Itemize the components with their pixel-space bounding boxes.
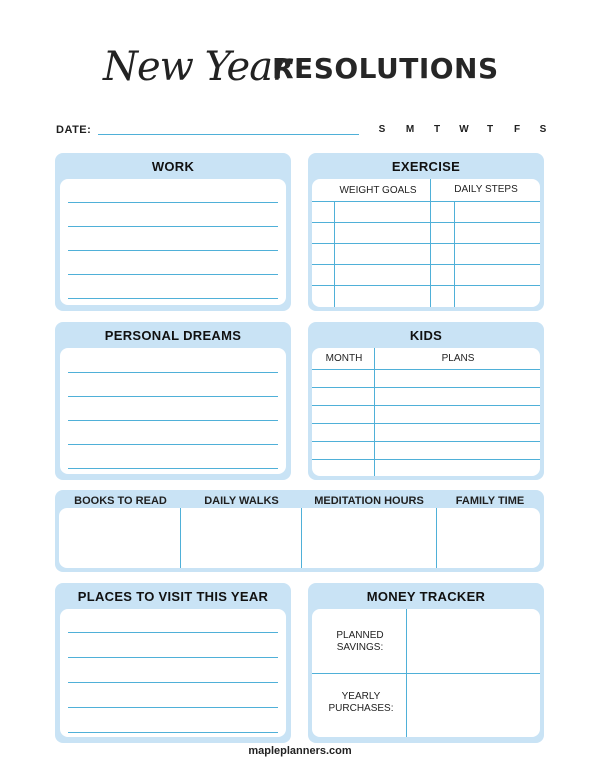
work-lines-area[interactable] xyxy=(60,179,286,305)
title-caps: RESOLUTIONS xyxy=(272,52,499,85)
personal-dreams-line xyxy=(68,396,278,397)
work-card xyxy=(55,153,291,311)
kids-title: KIDS xyxy=(409,328,443,343)
weekday-sunday[interactable]: S xyxy=(378,124,386,135)
places-line xyxy=(68,657,278,658)
kids-table[interactable] xyxy=(312,348,540,476)
exercise-divider xyxy=(454,201,455,307)
weekday-saturday[interactable]: S xyxy=(539,124,547,135)
places-card xyxy=(55,583,291,743)
personal-dreams-card xyxy=(55,322,291,480)
kids-row-line xyxy=(312,387,540,388)
habits-divider xyxy=(180,508,181,568)
kids-row-line xyxy=(312,405,540,406)
exercise-card xyxy=(308,153,544,311)
kids-row-line xyxy=(312,423,540,424)
work-title: WORK xyxy=(151,159,195,174)
places-title: PLACES TO VISIT THIS YEAR xyxy=(77,589,269,604)
work-line xyxy=(68,202,278,203)
daily-walks-header: DAILY WALKS xyxy=(204,495,279,507)
work-line xyxy=(68,250,278,251)
places-line xyxy=(68,707,278,708)
exercise-title: EXERCISE xyxy=(391,159,461,174)
plans-header: PLANS xyxy=(441,353,475,364)
personal-dreams-line xyxy=(68,444,278,445)
month-header: MONTH xyxy=(325,353,363,364)
personal-dreams-title: PERSONAL DREAMS xyxy=(104,328,242,343)
kids-row-line xyxy=(312,441,540,442)
family-time-header: FAMILY TIME xyxy=(455,495,525,507)
habits-divider xyxy=(301,508,302,568)
date-write-line[interactable] xyxy=(98,134,359,135)
kids-row-line xyxy=(312,459,540,460)
title-script: New Year xyxy=(103,44,291,90)
kids-card xyxy=(308,322,544,480)
weekday-friday[interactable]: F xyxy=(513,124,521,135)
weight-goals-header: WEIGHT GOALS xyxy=(339,185,417,196)
weekday-monday[interactable]: M xyxy=(405,124,415,135)
money-tracker-title: MONEY TRACKER xyxy=(366,589,486,604)
exercise-row-line xyxy=(312,222,540,223)
weekday-wednesday[interactable]: W xyxy=(459,124,469,135)
kids-row-line xyxy=(312,369,540,370)
date-label: DATE: xyxy=(56,124,92,136)
personal-dreams-lines-area[interactable] xyxy=(60,348,286,474)
weekday-tuesday[interactable]: T xyxy=(433,124,441,135)
footer-site: mapleplanners.com xyxy=(248,745,352,757)
meditation-hours-header: MEDITATION HOURS xyxy=(314,495,424,507)
money-row-line xyxy=(312,673,540,674)
page-header xyxy=(0,38,600,98)
daily-steps-header: DAILY STEPS xyxy=(454,184,518,195)
places-line xyxy=(68,732,278,733)
personal-dreams-line xyxy=(68,372,278,373)
work-line xyxy=(68,226,278,227)
money-tracker-table[interactable] xyxy=(312,609,540,737)
kids-divider xyxy=(374,348,375,476)
yearly-purchases-label: YEARLY PURCHASES: xyxy=(328,691,394,714)
books-to-read-header: BOOKS TO READ xyxy=(74,495,167,507)
habits-divider xyxy=(436,508,437,568)
planned-savings-label: PLANNED SAVINGS: xyxy=(336,630,384,653)
weekday-thursday[interactable]: T xyxy=(486,124,494,135)
exercise-row-line xyxy=(312,264,540,265)
places-line xyxy=(68,682,278,683)
exercise-row-line xyxy=(312,243,540,244)
work-line xyxy=(68,298,278,299)
personal-dreams-line xyxy=(68,468,278,469)
habits-strip-grid[interactable] xyxy=(59,508,540,568)
places-lines-area[interactable] xyxy=(60,609,286,737)
exercise-table[interactable] xyxy=(312,179,540,307)
money-tracker-card xyxy=(308,583,544,743)
places-line xyxy=(68,632,278,633)
work-line xyxy=(68,274,278,275)
exercise-row-line xyxy=(312,285,540,286)
exercise-row-line xyxy=(312,201,540,202)
exercise-divider xyxy=(334,201,335,307)
personal-dreams-line xyxy=(68,420,278,421)
